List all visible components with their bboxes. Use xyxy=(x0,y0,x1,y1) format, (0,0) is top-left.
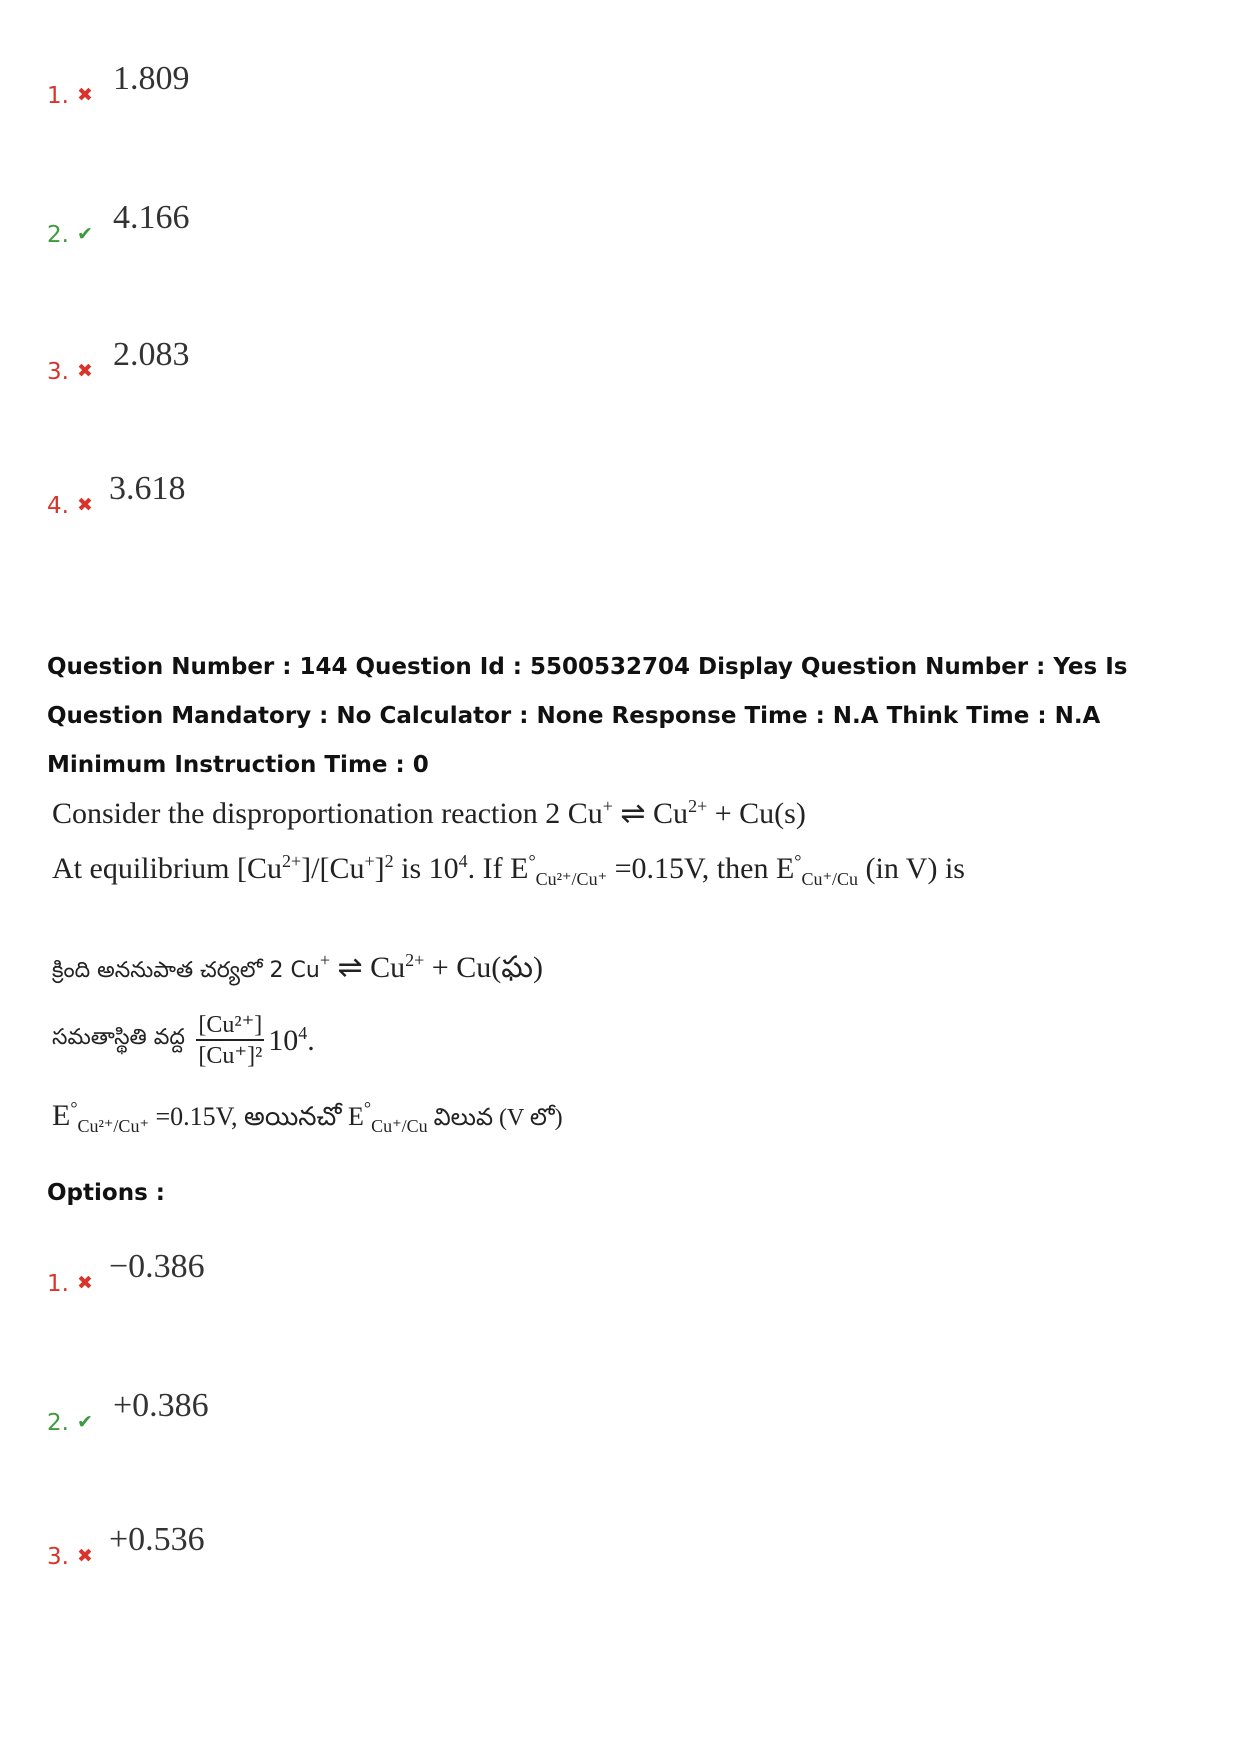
question-line xyxy=(52,950,1152,1010)
question-text: ]/[Cu xyxy=(301,852,365,885)
option-value: 3.618 xyxy=(109,470,186,507)
subscript: Cu⁺/Cu xyxy=(371,1116,428,1136)
option-value: 1.809 xyxy=(113,60,190,97)
question-line xyxy=(52,796,1152,851)
option-number: 4. xyxy=(47,493,69,519)
question-text: E xyxy=(52,1099,71,1132)
question-text: . If E xyxy=(467,852,529,885)
question-text: ⇌ Cu xyxy=(329,951,406,984)
question-meta-text: Question Number : 144 Question Id : 5500532704 Display Question Number : Yes Is Question Mandatory : No Calculator : None Response Time : N.A Think Time : N.A Minimum Instruction Time : 0 xyxy=(47,654,1128,778)
cross-icon: ✖ xyxy=(77,360,93,382)
option-number: 1. xyxy=(47,83,69,109)
option-value: 4.166 xyxy=(113,199,190,236)
superscript: 2+ xyxy=(281,851,302,871)
check-icon: ✔ xyxy=(77,1411,93,1433)
question-text: $10^4$. xyxy=(268,1022,315,1057)
question-text: విలువ (V లో) xyxy=(427,1105,563,1131)
superscript: + xyxy=(319,950,330,970)
question-text: is 10 xyxy=(393,852,459,885)
superscript: + xyxy=(602,796,613,816)
cross-icon: ✖ xyxy=(77,494,93,516)
cross-icon: ✖ xyxy=(77,84,93,106)
option-value: 2.083 xyxy=(113,336,190,373)
question-telugu xyxy=(52,950,1152,1138)
superscript: + xyxy=(364,851,375,871)
question-text: ] xyxy=(374,852,385,885)
question-text: క్రింది అననుపాత చర్యలో 2 Cu xyxy=(52,958,320,983)
cross-icon: ✖ xyxy=(77,1272,93,1294)
question-text: ⇌ Cu xyxy=(612,797,689,830)
options-label: Options : xyxy=(47,1180,165,1206)
question-text: + Cu(s) xyxy=(707,797,806,830)
question-text: (in V) is xyxy=(858,852,965,885)
option-value: −0.386 xyxy=(109,1248,205,1285)
option-number: 3. xyxy=(47,1544,69,1570)
question-text: At equilibrium [Cu xyxy=(52,852,282,885)
question-text: =0.15V, then E xyxy=(607,852,795,885)
option-number: 3. xyxy=(47,359,69,385)
superscript: ° xyxy=(794,851,802,871)
superscript: 2+ xyxy=(688,796,708,816)
question-text: + Cu(ఘ) xyxy=(424,951,543,984)
option-number: 1. xyxy=(47,1271,69,1297)
superscript: 4 xyxy=(458,851,468,871)
superscript: ° xyxy=(363,1098,372,1118)
fraction-numerator: [Cu²⁺] xyxy=(196,1010,264,1041)
option-number: 2. xyxy=(47,1410,69,1436)
option-value: +0.536 xyxy=(109,1521,205,1558)
subscript: Cu²⁺/Cu⁺ xyxy=(77,1116,149,1136)
question-meta xyxy=(47,643,1207,790)
question-text: Consider the disproportionation reaction 2 Cu xyxy=(52,797,603,830)
superscript: 2+ xyxy=(405,950,425,970)
question-line xyxy=(52,1010,1152,1098)
superscript: 2 xyxy=(384,851,394,871)
fraction xyxy=(196,1010,264,1070)
fraction-denominator: [Cu⁺]² xyxy=(198,1043,263,1069)
subscript: Cu⁺/Cu xyxy=(801,869,858,889)
question-text: =0.15V, అయినచో E xyxy=(148,1102,364,1131)
option-value: +0.386 xyxy=(113,1387,209,1424)
option-number: 2. xyxy=(47,222,69,248)
superscript: 4 xyxy=(298,1022,308,1043)
question-line xyxy=(52,1098,1152,1138)
question-english xyxy=(52,796,1152,906)
subscript: Cu²⁺/Cu⁺ xyxy=(535,869,608,889)
cross-icon: ✖ xyxy=(77,1545,93,1567)
question-text: సమతాస్థితి వద్ద xyxy=(52,1025,185,1050)
superscript: ° xyxy=(70,1098,78,1118)
check-icon: ✔ xyxy=(77,223,93,245)
superscript: ° xyxy=(528,851,536,871)
question-line xyxy=(52,851,1152,906)
